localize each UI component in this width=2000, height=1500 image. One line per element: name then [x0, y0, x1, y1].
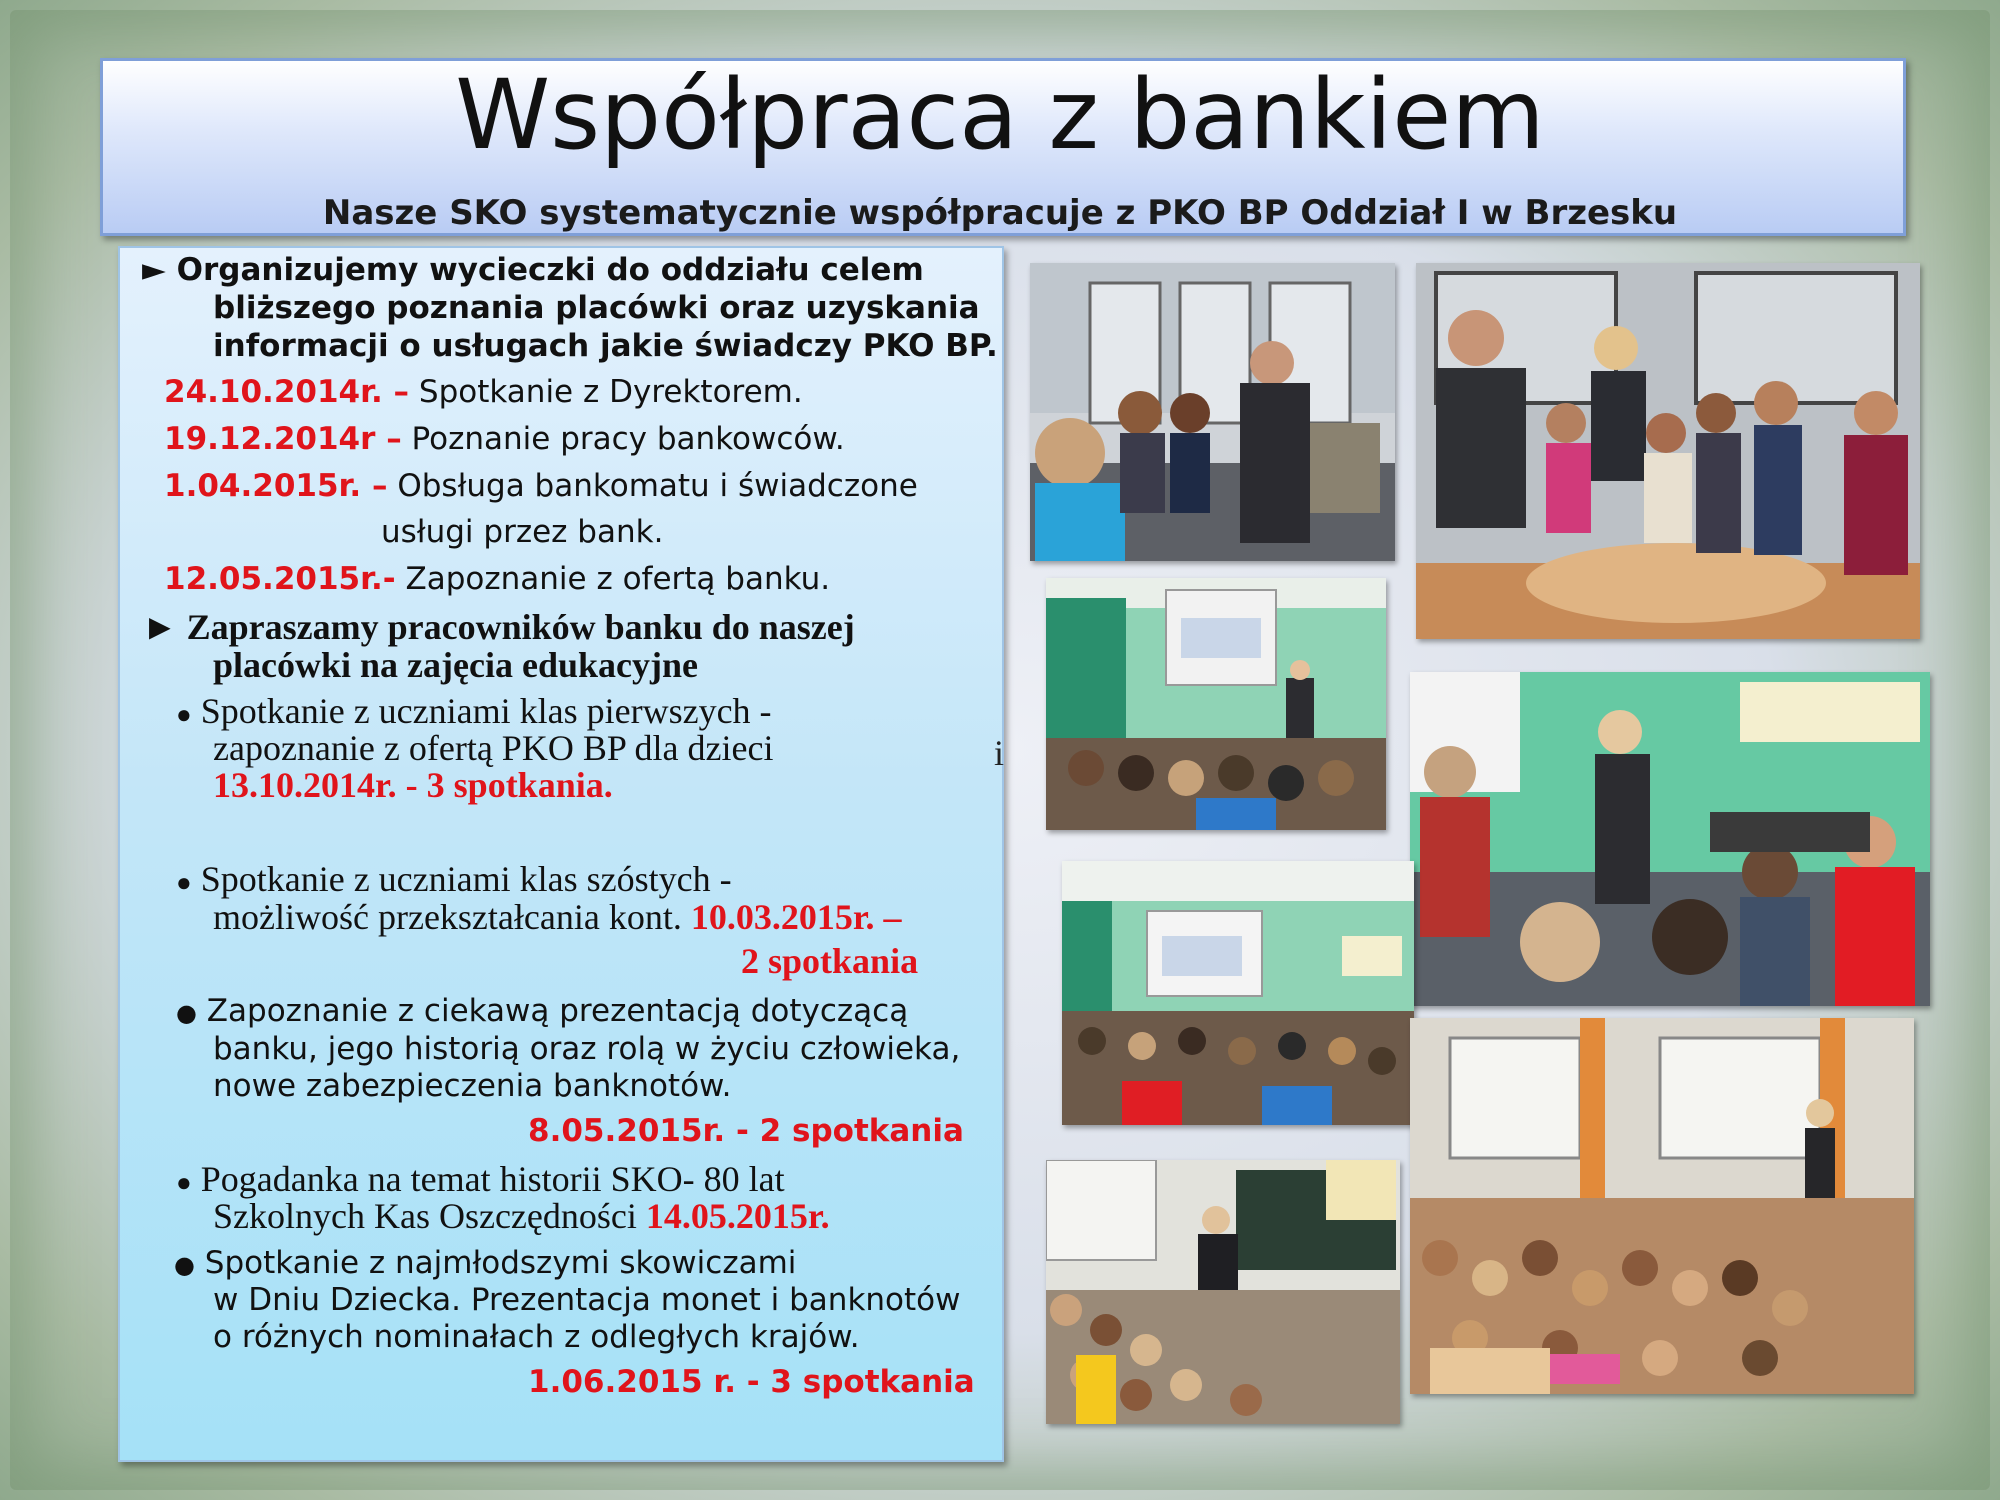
stray-character: i [994, 733, 1005, 773]
item-1-highlight: 13.10.2014r. - 3 spotkania. [213, 765, 613, 805]
item-4-line2: Szkolnych Kas Oszczędności 14.05.2015r. [213, 1196, 830, 1236]
item-3-line2: banku, jego historią oraz rolą w życiu człowieka, [213, 1031, 961, 1067]
section2-line2: placówki na zajęcia edukacyjne [213, 645, 698, 685]
slide-title: Współpraca z bankiem [455, 59, 1545, 171]
item-3-line3: nowe zabezpieczenia banknotów. [213, 1068, 732, 1104]
photo-bank-visit-director [1030, 263, 1395, 561]
item-4-line1: ● Pogadanka na temat historii SKO- 80 lat [176, 1159, 785, 1199]
arrow-bullet-icon: ► [142, 607, 178, 647]
event-2: 19.12.2014r – Poznanie pracy bankowców. [164, 421, 845, 457]
event-3-date: 1.04.2015r. – [164, 468, 388, 504]
photo-childrens-day [1410, 1018, 1914, 1394]
item-5-highlight: 1.06.2015 r. - 3 spotkania [528, 1364, 975, 1400]
event-2-date: 19.12.2014r – [164, 421, 402, 457]
item-2-highlight2: 2 spotkania [741, 941, 919, 981]
dot-bullet-icon: ● [176, 999, 197, 1027]
event-4: 12.05.2015r.- Zapoznanie z ofertą banku. [164, 561, 831, 597]
arrow-bullet-icon: ► [142, 252, 166, 288]
dot-bullet-icon: ● [176, 700, 192, 729]
photo-classroom-meeting [1410, 672, 1930, 1006]
photo-bank-visit-group [1416, 263, 1920, 639]
photo-classroom-presentation-2 [1062, 861, 1414, 1125]
section1-line3: informacji o usługach jakie świadczy PKO BP. [213, 328, 998, 364]
section1-line2: bliższego poznania placówki oraz uzyskania [213, 290, 980, 326]
item-3-highlight: 8.05.2015r. - 2 spotkania [528, 1113, 964, 1149]
dot-bullet-icon: ● [174, 1251, 195, 1279]
item-1-line1: ● Spotkanie z uczniami klas pierwszych - [176, 691, 772, 731]
dot-bullet-icon: ● [176, 1168, 192, 1197]
section1-line1: ► Organizujemy wycieczki do oddziału celem [142, 252, 924, 288]
slide-subtitle: Nasze SKO systematycznie współpracuje z PKO BP Oddział I w Brzesku [322, 193, 1678, 233]
item-5-line3: o różnych nominałach z odległych krajów. [213, 1319, 860, 1355]
item-5-line1: ● Spotkanie z najmłodszymi skowiczami [174, 1245, 797, 1281]
item-1-line2: zapoznanie z ofertą PKO BP dla dzieci [213, 728, 774, 768]
item-2-highlight: 10.03.2015r. – [690, 897, 902, 937]
item-2-line2: możliwość przekształcania kont. 10.03.2015r. – [213, 897, 902, 937]
photo-classroom-presentation-1 [1046, 578, 1386, 830]
item-5-line2: w Dniu Dziecka. Prezentacja monet i banknotów [213, 1282, 961, 1318]
event-1: 24.10.2014r. – Spotkanie z Dyrektorem. [164, 374, 803, 410]
event-1-date: 24.10.2014r. – [164, 374, 410, 410]
item-2-line1: ● Spotkanie z uczniami klas szóstych - [176, 859, 732, 899]
dot-bullet-icon: ● [176, 868, 192, 897]
event-4-date: 12.05.2015r.- [164, 561, 396, 597]
photo-coins-presentation [1046, 1160, 1400, 1424]
section2-line1: ► Zapraszamy pracowników banku do naszej [142, 607, 855, 647]
item-3-line1: ● Zapoznanie z ciekawą prezentacją dotyczącą [176, 993, 909, 1029]
event-3: 1.04.2015r. – Obsługa bankomatu i świadczone [164, 468, 918, 504]
item-4-highlight: 14.05.2015r. [645, 1196, 830, 1236]
event-3-cont: usługi przez bank. [381, 514, 664, 550]
